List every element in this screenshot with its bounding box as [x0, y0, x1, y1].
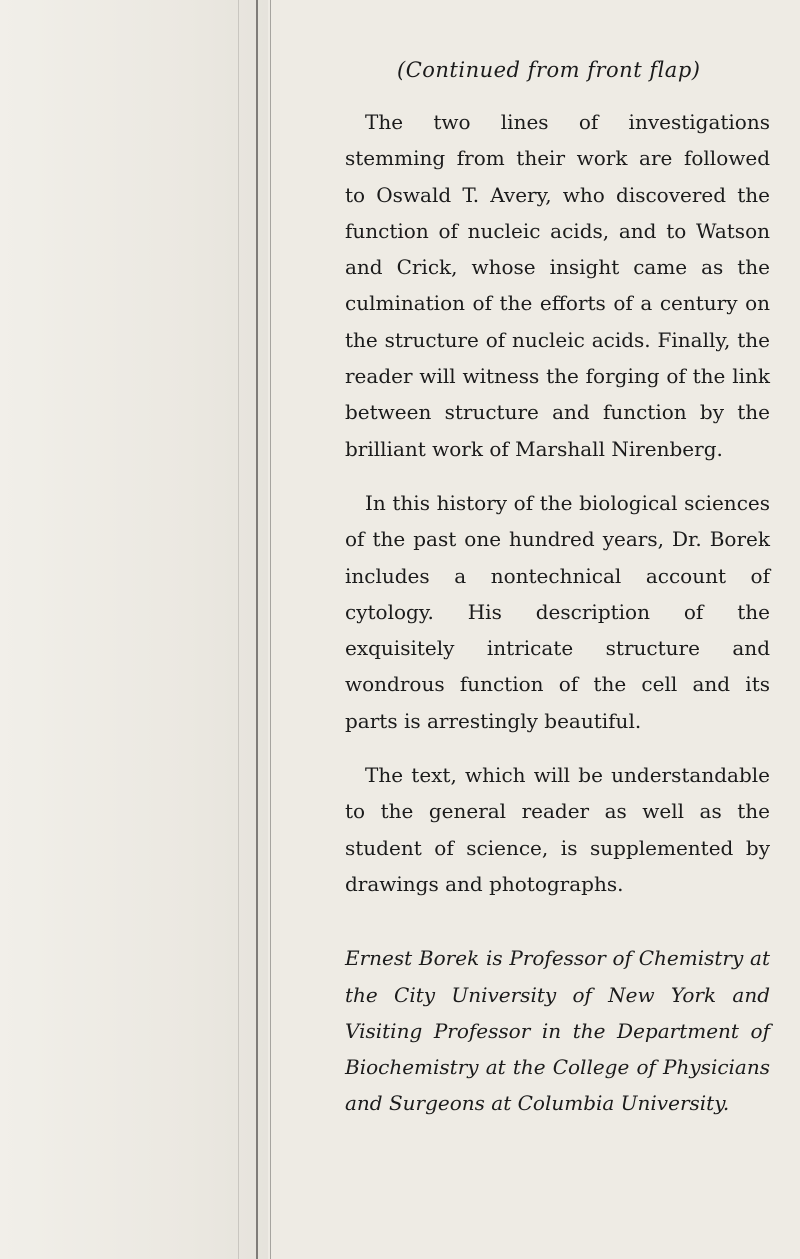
spine-area: [0, 0, 268, 1259]
paragraph-investigations: The two lines of investigations stemming from their work are followed to Oswald T. Avery, who discovered the function of nucleic acids, and to Watson and Crick, whose insight came as the culmination of the efforts of a century on the structure of nucleic acids. Finally, the reader will witness the forging of the link between structure and function by the brilliant work of Marshall Nirenberg.: [345, 110, 770, 461]
back-flap-text: [345, 58, 770, 1122]
fold-line: [270, 0, 271, 1259]
flap-header: (Continued from front flap): [397, 58, 701, 82]
fold-line: [256, 0, 258, 1259]
paragraph-text: The text, which will be understandable to the general reader as well as the student of science, is supplemented by drawings and photographs.: [345, 763, 770, 896]
paragraph-history: In this history of the biological sciences of the past one hundred years, Dr. Borek includes a nontechnical account of cytology. His description of the exquisitely intricate structure and wondrous function of the cell and its parts is arrestingly beautiful.: [345, 490, 770, 733]
fold-line: [238, 0, 239, 1259]
author-bio: Ernest Borek is Professor of Chemistry at the City University of New York and Visiting Professor in the Department of Biochemistry at the College of Physicians and Surgeons at Columbia University.: [345, 946, 770, 1116]
